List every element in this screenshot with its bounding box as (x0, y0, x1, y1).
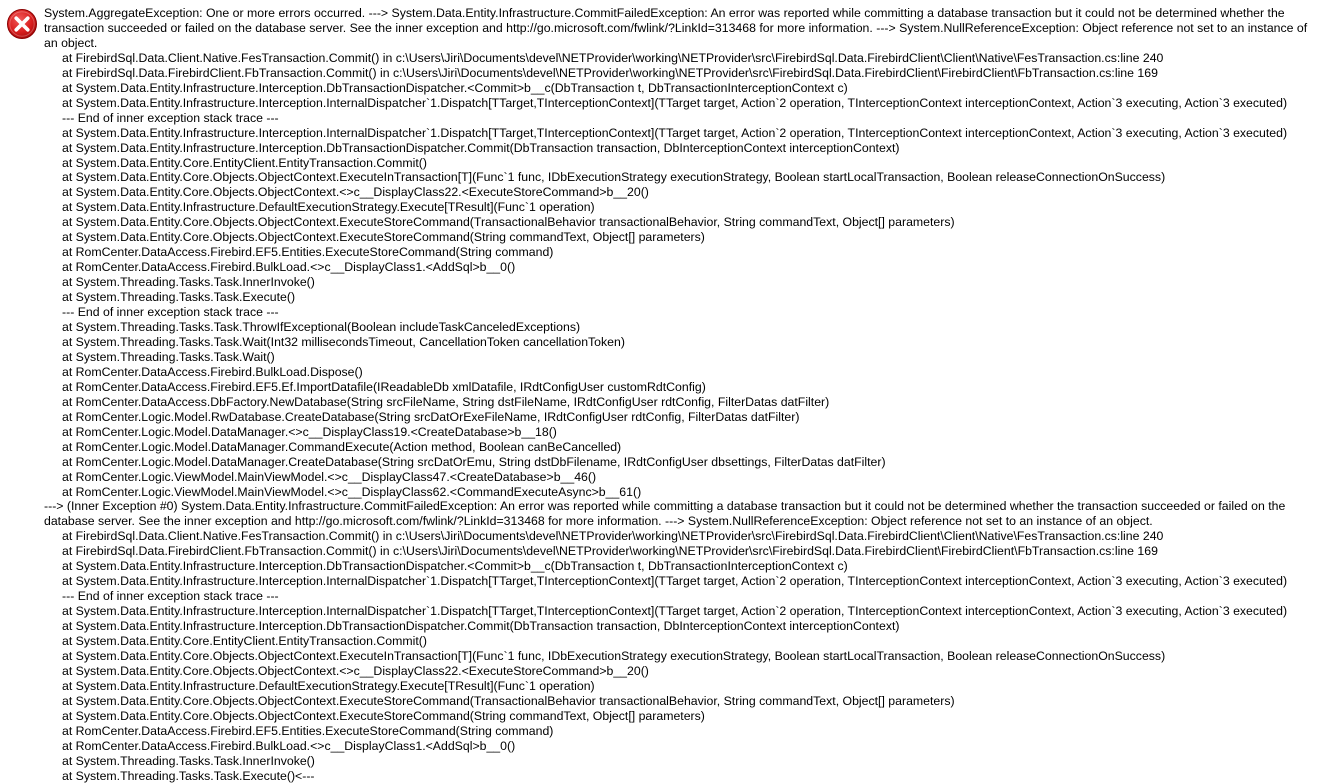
error-line: at System.Data.Entity.Infrastructure.Interception.InternalDispatcher`1.Dispatch[TTarget,TInterceptionContext](TTarget target, Action`2 operation, TInterceptionContext interceptionContext, Action`3 executing, Action`3 executed) (62, 125, 1288, 140)
error-line: at System.Data.Entity.Core.Objects.ObjectContext.ExecuteStoreCommand(TransactionalBehavior transactionalBehavior, String commandText, Object[] parameters) (62, 693, 955, 708)
error-line: --- End of inner exception stack trace --- (62, 305, 279, 320)
error-line: --- End of inner exception stack trace --- (62, 110, 279, 125)
error-line: at System.Data.Entity.Infrastructure.Interception.InternalDispatcher`1.Dispatch[TTarget,TInterceptionContext](TTarget target, Action`2 operation, TInterceptionContext interceptionContext, Action`3 executing, Action`3 executed) (62, 604, 1288, 619)
error-line: at System.Data.Entity.Core.Objects.ObjectContext.<>c__DisplayClass22.<ExecuteStoreCommand>b__20() (62, 185, 649, 200)
error-line: at System.Threading.Tasks.Task.Wait(Int32 millisecondsTimeout, CancellationToken cancellationToken) (62, 334, 625, 349)
error-line: at System.Data.Entity.Core.Objects.ObjectContext.ExecuteStoreCommand(String commandText, Object[] parameters) (62, 230, 705, 245)
error-line: at System.Data.Entity.Infrastructure.DefaultExecutionStrategy.Execute[TResult](Func`1 operation) (62, 678, 595, 693)
error-line: at System.Data.Entity.Infrastructure.Interception.DbTransactionDispatcher.Commit(DbTransaction transaction, DbInterceptionContext interceptionContext) (62, 619, 900, 634)
error-line: at System.Data.Entity.Infrastructure.DefaultExecutionStrategy.Execute[TResult](Func`1 operation) (62, 200, 595, 215)
error-line: at FirebirdSql.Data.FirebirdClient.FbTransaction.Commit() in c:\Users\Jiri\Documents\devel\NETProvider\working\NETProvider\src\FirebirdSql.Data.FirebirdClient\FirebirdClient\FbTransaction.cs:line 169 (62, 544, 1158, 559)
error-line: at System.Data.Entity.Core.EntityClient.EntityTransaction.Commit() (62, 634, 427, 649)
error-line: at RomCenter.DataAccess.Firebird.BulkLoad.<>c__DisplayClass1.<AddSql>b__0() (62, 738, 516, 753)
error-line: at System.Data.Entity.Infrastructure.Interception.DbTransactionDispatcher.<Commit>b__c(DbTransaction t, DbTransactionInterceptionContext c) (62, 559, 848, 574)
error-line: at RomCenter.Logic.Model.DataManager.CreateDatabase(String srcDatOrEmu, String dstDbFilename, IRdtConfigUser dbsettings, FilterDatas datFilter) (62, 454, 886, 469)
error-line: at System.Data.Entity.Infrastructure.Interception.DbTransactionDispatcher.Commit(DbTransaction transaction, DbInterceptionContext interceptionContext) (62, 140, 900, 155)
error-line: at RomCenter.DataAccess.Firebird.EF5.Ef.ImportDatafile(IReadableDb xmlDatafile, IRdtConfigUser customRdtConfig) (62, 379, 706, 394)
error-line: ---> (Inner Exception #0) System.Data.Entity.Infrastructure.CommitFailedException: An error was reported while committing a database transaction but it could not be determined whether the transaction succeeded or failed on the database server. See the inner exception and http://go.microsoft.com/fwlink/?LinkId=313468 for more information. ---> System.NullReferenceException: Object reference not set to an instance of an object. (44, 499, 1289, 529)
error-line: at RomCenter.DataAccess.DbFactory.NewDatabase(String srcFileName, String dstFileName, IRdtConfigUser rdtConfig, FilterDatas datFilter) (62, 394, 830, 409)
error-line: at RomCenter.Logic.Model.DataManager.<>c__DisplayClass19.<CreateDatabase>b__18() (62, 424, 557, 439)
error-line: at System.Data.Entity.Infrastructure.Interception.DbTransactionDispatcher.<Commit>b__c(DbTransaction t, DbTransactionInterceptionContext c) (62, 80, 848, 95)
error-line: at System.Data.Entity.Core.EntityClient.EntityTransaction.Commit() (62, 155, 427, 170)
error-message-text (44, 6, 1318, 784)
error-line: at System.Data.Entity.Core.Objects.ObjectContext.ExecuteInTransaction[T](Func`1 func, IDbExecutionStrategy executionStrategy, Boolean startLocalTransaction, Boolean releaseConnectionOnSuccess) (62, 170, 1166, 185)
error-line: at RomCenter.DataAccess.Firebird.BulkLoad.Dispose() (62, 364, 363, 379)
error-line: at System.Threading.Tasks.Task.InnerInvoke() (62, 753, 315, 768)
error-line: at FirebirdSql.Data.FirebirdClient.FbTransaction.Commit() in c:\Users\Jiri\Documents\devel\NETProvider\working\NETProvider\src\FirebirdSql.Data.FirebirdClient\FirebirdClient\FbTransaction.cs:line 169 (62, 65, 1158, 80)
error-line: at System.Threading.Tasks.Task.Execute()<--- (62, 768, 315, 783)
error-line: at System.Threading.Tasks.Task.InnerInvoke() (62, 275, 315, 290)
error-line: at RomCenter.DataAccess.Firebird.EF5.Entities.ExecuteStoreCommand(String command) (62, 723, 554, 738)
error-line: System.AggregateException: One or more errors occurred. ---> System.Data.Entity.Infrastructure.CommitFailedException: An error was reported while committing a database transaction but it could not be determined whether the transaction succeeded or failed on the database server. See the inner exception and http://go.microsoft.com/fwlink/?LinkId=313468 for more information. ---> System.NullReferenceException: Object reference not set to an instance of an object. (44, 6, 1311, 50)
error-line: at FirebirdSql.Data.Client.Native.FesTransaction.Commit() in c:\Users\Jiri\Documents\devel\NETProvider\working\NETProvider\src\FirebirdSql.Data.FirebirdClient\Client\Native\FesTransaction.cs:line 240 (62, 529, 1164, 544)
error-line: at RomCenter.Logic.ViewModel.MainViewModel.<>c__DisplayClass47.<CreateDatabase>b__46() (62, 469, 597, 484)
error-line: at System.Threading.Tasks.Task.Execute() (62, 290, 296, 305)
error-line: at System.Data.Entity.Core.Objects.ObjectContext.ExecuteStoreCommand(String commandText, Object[] parameters) (62, 708, 705, 723)
error-line: --- End of inner exception stack trace --- (62, 589, 279, 604)
error-line: at RomCenter.Logic.Model.DataManager.CommandExecute(Action method, Boolean canBeCancelled) (62, 439, 622, 454)
error-line: at System.Data.Entity.Core.Objects.ObjectContext.<>c__DisplayClass22.<ExecuteStoreCommand>b__20() (62, 663, 649, 678)
error-line: at RomCenter.Logic.Model.RwDatabase.CreateDatabase(String srcDatOrExeFileName, IRdtConfigUser rdtConfig, FilterDatas datFilter) (62, 409, 800, 424)
error-line: at FirebirdSql.Data.Client.Native.FesTransaction.Commit() in c:\Users\Jiri\Documents\devel\NETProvider\working\NETProvider\src\FirebirdSql.Data.FirebirdClient\Client\Native\FesTransaction.cs:line 240 (62, 50, 1164, 65)
error-line: at RomCenter.DataAccess.Firebird.EF5.Entities.ExecuteStoreCommand(String command) (62, 245, 554, 260)
error-icon (6, 8, 38, 40)
error-line: at System.Data.Entity.Infrastructure.Interception.InternalDispatcher`1.Dispatch[TTarget,TInterceptionContext](TTarget target, Action`2 operation, TInterceptionContext interceptionContext, Action`3 executing, Action`3 executed) (62, 95, 1288, 110)
error-line: at System.Data.Entity.Core.Objects.ObjectContext.ExecuteInTransaction[T](Func`1 func, IDbExecutionStrategy executionStrategy, Boolean startLocalTransaction, Boolean releaseConnectionOnSuccess) (62, 648, 1166, 663)
error-line: at System.Data.Entity.Infrastructure.Interception.InternalDispatcher`1.Dispatch[TTarget,TInterceptionContext](TTarget target, Action`2 operation, TInterceptionContext interceptionContext, Action`3 executing, Action`3 executed) (62, 574, 1288, 589)
error-line: at RomCenter.Logic.ViewModel.MainViewModel.<>c__DisplayClass62.<CommandExecuteAsync>b__61() (62, 484, 642, 499)
error-line: at System.Data.Entity.Core.Objects.ObjectContext.ExecuteStoreCommand(TransactionalBehavior transactionalBehavior, String commandText, Object[] parameters) (62, 215, 955, 230)
error-line: at RomCenter.DataAccess.Firebird.BulkLoad.<>c__DisplayClass1.<AddSql>b__0() (62, 260, 516, 275)
error-line: at System.Threading.Tasks.Task.ThrowIfExceptional(Boolean includeTaskCanceledExceptions) (62, 320, 581, 335)
error-line: at System.Threading.Tasks.Task.Wait() (62, 349, 275, 364)
